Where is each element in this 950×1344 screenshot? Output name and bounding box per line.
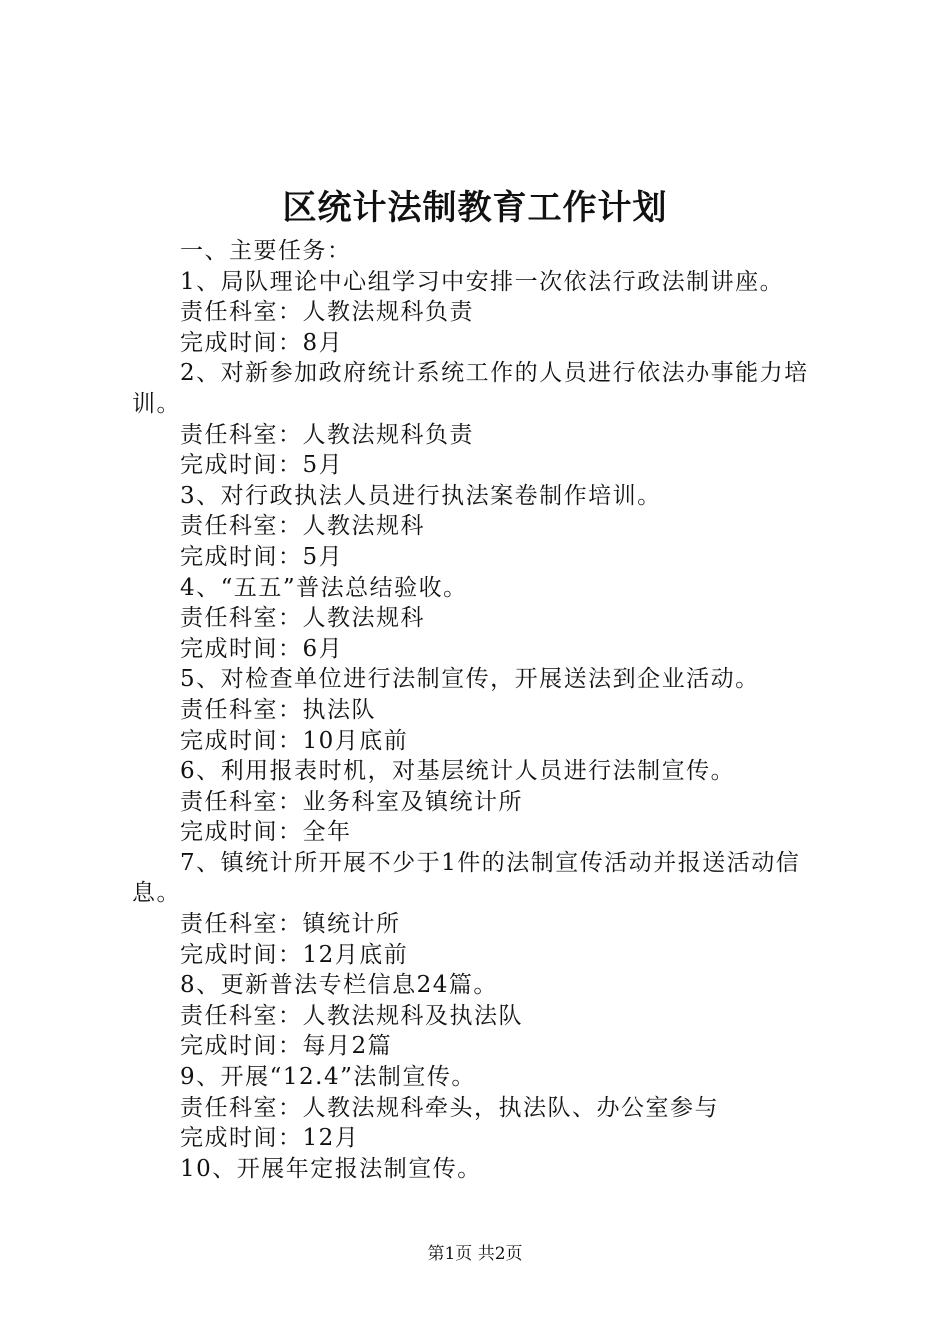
document-line: 9、开展“12.4”法制宣传。 (180, 1064, 476, 1091)
document-line: 责任科室：人教法规科牵头，执法队、办公室参与 (180, 1094, 719, 1121)
document-line: 7、镇统计所开展不少于1件的法制宣传活动并报送活动信息。 (132, 849, 801, 907)
document-line: 完成时间：5月 (180, 452, 344, 479)
document-line: 完成时间：每月2篇 (180, 1033, 393, 1060)
document-line: 责任科室：镇统计所 (180, 911, 401, 938)
document-line: 责任科室：人教法规科负责 (180, 421, 474, 448)
document-line: 完成时间：10月底前 (180, 727, 409, 754)
document-line: 责任科室：执法队 (180, 696, 376, 723)
document-line: 责任科室：人教法规科及执法队 (180, 1002, 523, 1029)
document-line: 4、“五五”普法总结验收。 (180, 574, 468, 601)
document-line: 完成时间：8月 (180, 329, 344, 356)
document-line: 一、主要任务： (180, 238, 352, 264)
document-line: 1、局队理论中心组学习中安排一次依法行政法制讲座。 (180, 268, 785, 295)
document-line: 完成时间：5月 (180, 543, 344, 570)
document-line: 5、对检查单位进行法制宣传，开展送法到企业活动。 (180, 666, 760, 693)
document-line: 责任科室：业务科室及镇统计所 (180, 788, 523, 815)
document-line: 责任科室：人教法规科 (180, 605, 425, 632)
document-line: 8、更新普法专栏信息24篇。 (180, 972, 498, 999)
document-line: 6、利用报表时机，对基层统计人员进行法制宣传。 (180, 758, 736, 785)
document-body (132, 236, 832, 1184)
document-line: 完成时间：6月 (180, 635, 344, 662)
document-line: 完成时间：12月 (180, 1125, 360, 1152)
document-line: 2、对新参加政府统计系统工作的人员进行依法办事能力培训。 (132, 360, 809, 417)
page-footer: 第1页 共2页 (427, 1244, 523, 1264)
document-title: 区统计法制教育工作计划 (282, 188, 668, 228)
document-line: 责任科室：人教法规科负责 (180, 299, 474, 326)
document-line: 3、对行政执法人员进行执法案卷制作培训。 (180, 482, 662, 509)
document-line: 责任科室：人教法规科 (180, 513, 425, 540)
document-line: 完成时间：12月底前 (180, 941, 409, 968)
document-line: 完成时间：全年 (180, 819, 352, 846)
document-line: 10、开展年定报法制宣传。 (180, 1155, 482, 1182)
